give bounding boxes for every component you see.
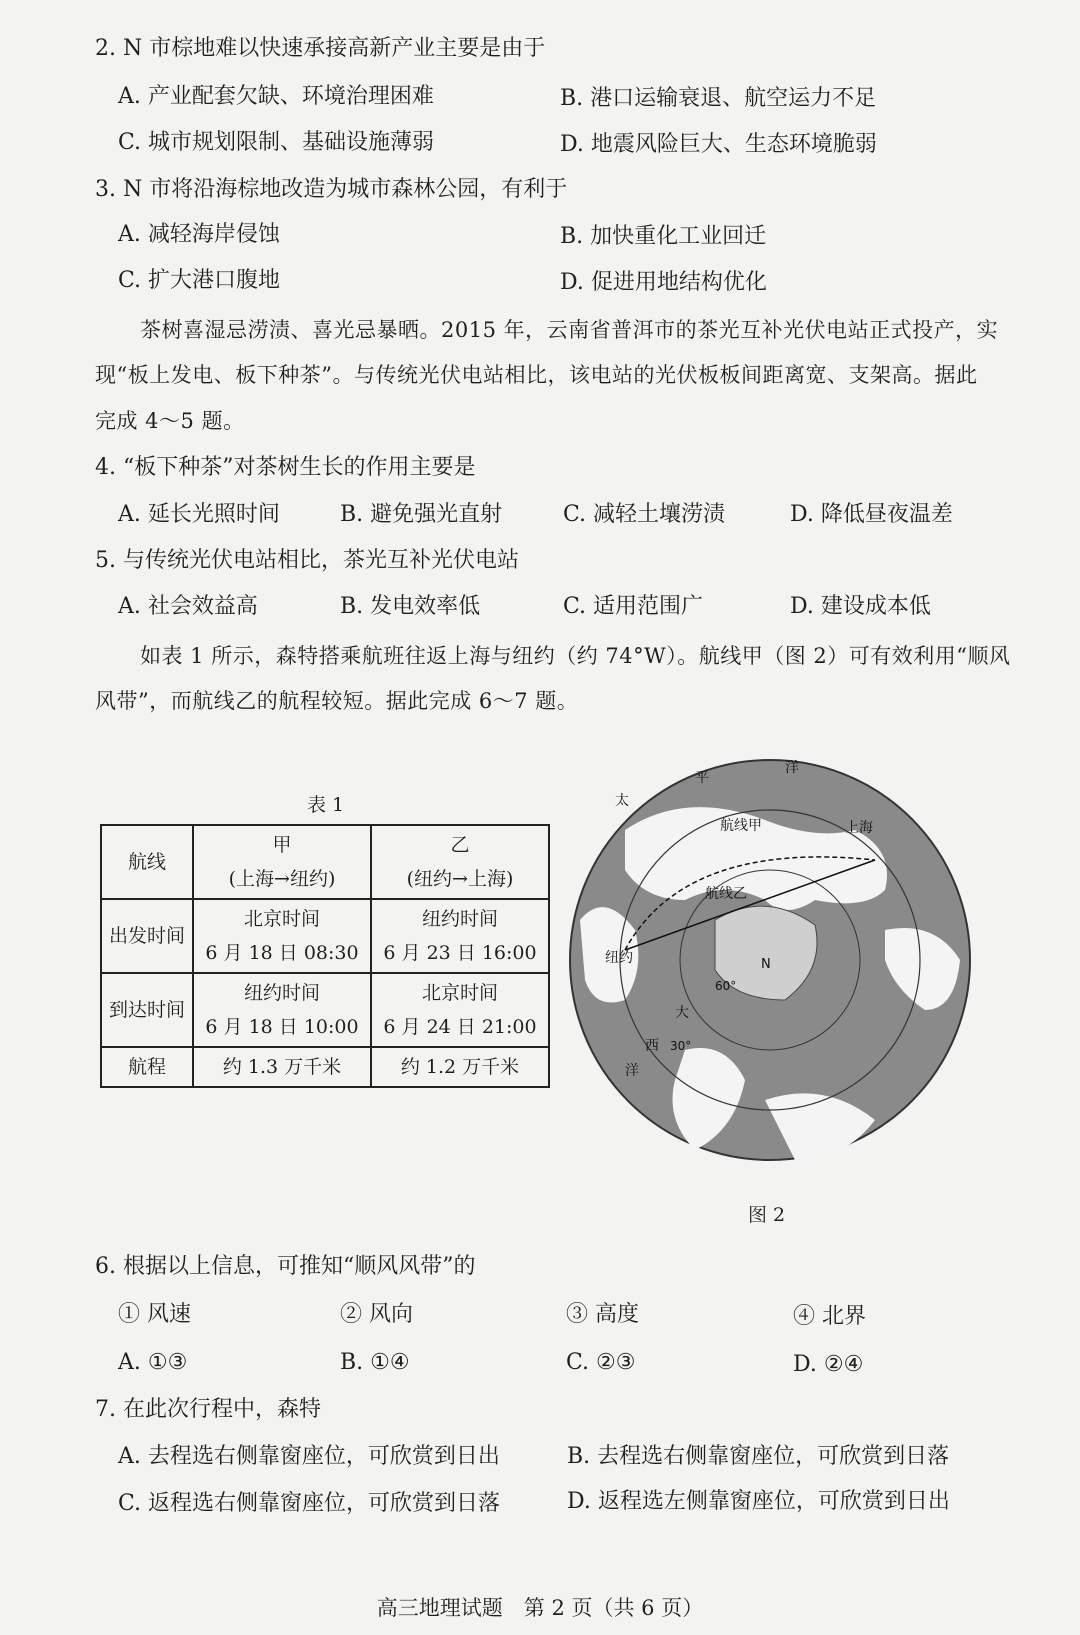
arrive-b-time: 6 月 24 日 21:00 xyxy=(383,1016,537,1038)
map-label-tai: 太 xyxy=(615,793,629,809)
table-header-route-a xyxy=(193,825,371,899)
map-label-ping: 平 xyxy=(695,770,709,786)
question-2-option-b: B. 港口运输衰退、航空运力不足 xyxy=(560,86,877,111)
question-7-option-b: B. 去程选右侧靠窗座位，可欣赏到日落 xyxy=(567,1444,950,1469)
map-label-yang-bottom: 洋 xyxy=(625,1063,639,1079)
question-6-item-1: ① 风速 xyxy=(118,1302,191,1327)
depart-a-time: 6 月 18 日 08:30 xyxy=(205,942,359,964)
map-label-60-degree: 60° xyxy=(715,979,737,993)
question-7-option-a: A. 去程选右侧靠窗座位，可欣赏到日出 xyxy=(118,1444,500,1469)
question-7-option-d: D. 返程选左侧靠窗座位，可欣赏到日出 xyxy=(567,1489,950,1514)
table-row xyxy=(101,825,549,899)
map-label-route-b: 航线乙 xyxy=(705,886,747,902)
question-6-option-a: A. ①③ xyxy=(118,1350,188,1375)
question-2-option-a: A. 产业配套欠缺、环境治理困难 xyxy=(118,84,434,109)
passage-tea-line-1: 茶树喜湿忌涝渍、喜光忌暴晒。2015 年，云南省普洱市的茶光互补光伏电站正式投产，实 xyxy=(140,318,999,342)
question-4-option-d: D. 降低昼夜温差 xyxy=(790,502,953,527)
distance-b: 约 1.2 万千米 xyxy=(371,1047,549,1087)
map-label-shanghai: 上海 xyxy=(845,820,873,836)
question-6-stem: 6. 根据以上信息，可推知“顺风风带”的 xyxy=(95,1254,476,1279)
passage-flight-line-2: 风带”，而航线乙的航程较短。据此完成 6～7 题。 xyxy=(95,689,579,713)
question-5-stem: 5. 与传统光伏电站相比，茶光互补光伏电站 xyxy=(95,548,519,573)
question-4-option-a: A. 延长光照时间 xyxy=(118,502,280,527)
depart-a-zone: 北京时间 xyxy=(243,908,320,930)
question-5-option-b: B. 发电效率低 xyxy=(340,594,481,619)
route-b-name: 乙 xyxy=(450,834,470,856)
passage-tea-line-3: 完成 4～5 题。 xyxy=(95,409,245,433)
question-3-option-a: A. 减轻海岸侵蚀 xyxy=(118,222,280,247)
arrive-b-zone: 北京时间 xyxy=(421,982,498,1004)
question-6-option-d: D. ②④ xyxy=(793,1352,864,1377)
question-5-option-a: A. 社会效益高 xyxy=(118,594,258,619)
depart-label: 出发时间 xyxy=(101,899,193,973)
passage-flight-line-1: 如表 1 所示，森特搭乘航班往返上海与纽约（约 74°W）。航线甲（图 2）可有效利用“顺风 xyxy=(140,644,1011,668)
table-header-route-label: 航线 xyxy=(101,825,193,899)
figure-2-caption: 图 2 xyxy=(748,1204,786,1226)
question-2-stem: 2. N 市棕地难以快速承接高新产业主要是由于 xyxy=(95,36,546,61)
map-label-yang-top: 洋 xyxy=(785,760,799,776)
depart-b-cell xyxy=(371,899,549,973)
question-6-item-3: ③ 高度 xyxy=(566,1302,639,1327)
arrive-b-cell xyxy=(371,973,549,1047)
depart-b-zone: 纽约时间 xyxy=(421,908,498,930)
table-row xyxy=(101,1047,549,1087)
table-1 xyxy=(100,824,550,1088)
question-7-stem: 7. 在此次行程中，森特 xyxy=(95,1397,321,1422)
map-label-da: 大 xyxy=(675,1005,689,1021)
map-label-xi: 西 xyxy=(645,1038,659,1054)
question-5-option-c: C. 适用范围广 xyxy=(563,594,704,619)
distance-label: 航程 xyxy=(101,1047,193,1087)
question-6-option-b: B. ①④ xyxy=(340,1350,410,1375)
table-1-caption: 表 1 xyxy=(307,794,345,816)
question-2-option-d: D. 地震风险巨大、生态环境脆弱 xyxy=(560,132,877,157)
passage-tea-line-2: 现“板上发电、板下种茶”。与传统光伏电站相比，该电站的光伏板板间距离宽、支架高。据此 xyxy=(95,363,978,387)
question-3-option-d: D. 促进用地结构优化 xyxy=(560,270,767,295)
map-label-north-pole: N xyxy=(761,957,771,972)
question-3-stem: 3. N 市将沿海棕地改造为城市森林公园，有利于 xyxy=(95,177,568,202)
question-6-option-c: C. ②③ xyxy=(566,1350,636,1375)
question-2-option-c: C. 城市规划限制、基础设施薄弱 xyxy=(118,130,435,155)
question-4-option-c: C. 减轻土壤涝渍 xyxy=(563,502,726,527)
distance-a: 约 1.3 万千米 xyxy=(193,1047,371,1087)
route-b-direction: (纽约→上海) xyxy=(406,868,514,890)
map-label-route-a: 航线甲 xyxy=(720,818,762,834)
question-3-option-c: C. 扩大港口腹地 xyxy=(118,268,281,293)
question-4-option-b: B. 避免强光直射 xyxy=(340,502,503,527)
polar-map-figure xyxy=(565,750,975,1170)
map-label-30-degree: 30° xyxy=(670,1039,692,1053)
table-row xyxy=(101,973,549,1047)
question-5-option-d: D. 建设成本低 xyxy=(790,594,931,619)
route-a-direction: (上海→纽约) xyxy=(228,868,336,890)
arrive-label: 到达时间 xyxy=(101,973,193,1047)
arrive-a-time: 6 月 18 日 10:00 xyxy=(205,1016,359,1038)
question-6-item-4: ④ 北界 xyxy=(793,1304,866,1329)
arrive-a-cell xyxy=(193,973,371,1047)
route-a-name: 甲 xyxy=(272,834,292,856)
table-row xyxy=(101,899,549,973)
question-3-option-b: B. 加快重化工业回迁 xyxy=(560,224,767,249)
page-footer: 高三地理试题 第 2 页（共 6 页） xyxy=(376,1596,704,1620)
arrive-a-zone: 纽约时间 xyxy=(243,982,320,1004)
depart-a-cell xyxy=(193,899,371,973)
question-6-item-2: ② 风向 xyxy=(340,1302,413,1327)
question-7-option-c: C. 返程选右侧靠窗座位，可欣赏到日落 xyxy=(118,1491,501,1516)
map-label-newyork: 纽约 xyxy=(605,950,633,966)
question-4-stem: 4. “板下种茶”对茶树生长的作用主要是 xyxy=(95,455,476,480)
depart-b-time: 6 月 23 日 16:00 xyxy=(383,942,537,964)
table-header-route-b xyxy=(371,825,549,899)
